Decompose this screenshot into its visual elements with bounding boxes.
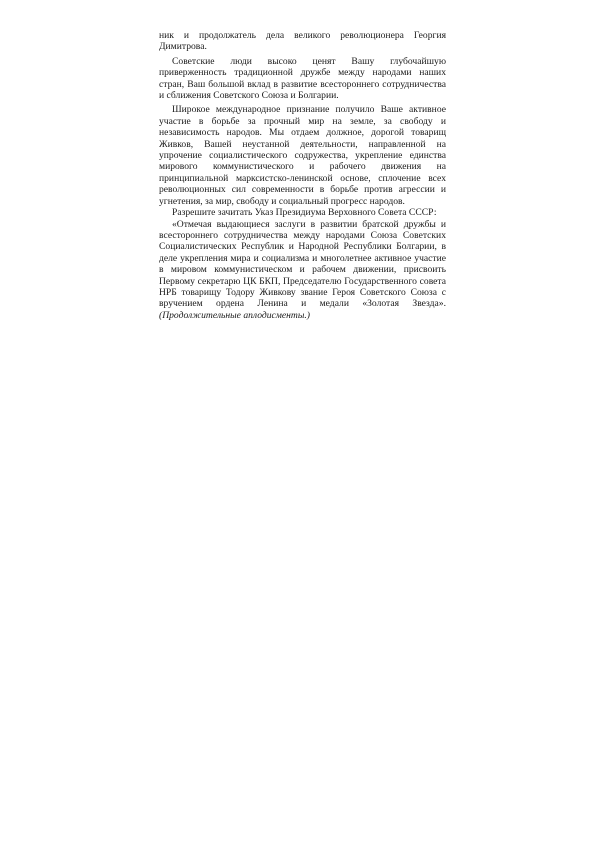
paragraph-continuation: ник и продолжатель дела великого революционера Георгия Димитрова. [159,30,446,53]
decree-quote-text: «Отмечая выдающиеся заслуги в развитии братской дружбы и всестороннего сотрудничества между народами Союза Советских Социалистических Республик и Народной Республики Болгарии, в деле укрепления мира и социализма и многолетнее активное участие в мировом коммунистическом и рабочем движении, присвоить Первому секретарю ЦК БКП, Председателю Государственного совета НРБ товарищу Тодору Живкову звание Героя Советского Союза с вручением ордена Ленина и медали «Золотая Звезда». [159,218,446,310]
document-text [159,30,446,321]
decree-quote [159,219,446,322]
paragraph-decree-intro: Разрешите зачитать Указ Президиума Верховного Совета СССР: [172,207,437,219]
paragraph-recognition: Широкое международное признание получило Ваше активное участие в борьбе за прочный мир на земле, за свободу и независимость народов. Мы отдаем должное, дорогой товарищ Живков, Вашей неустанной деятельности, направленной на упрочение социалистического содружества, укрепление единства мирового коммунистического и рабочего движения на принципиальной марксистско-ленинской основе, сплочение всех революционных сил современности в борьбе против агрессии и угнетения, за мир, свободу и социальный прогресс народов. [159,104,446,207]
paragraph-friendship: Советские люди высоко ценят Вашу глубочайшую приверженность традиционной дружбе между народами наших стран, Ваш большой вклад в развитие всестороннего сотрудничества и сближения Советского Союза и Болгарии. [159,55,446,102]
applause-note: (Продолжительные аплодисменты.) [159,309,310,321]
